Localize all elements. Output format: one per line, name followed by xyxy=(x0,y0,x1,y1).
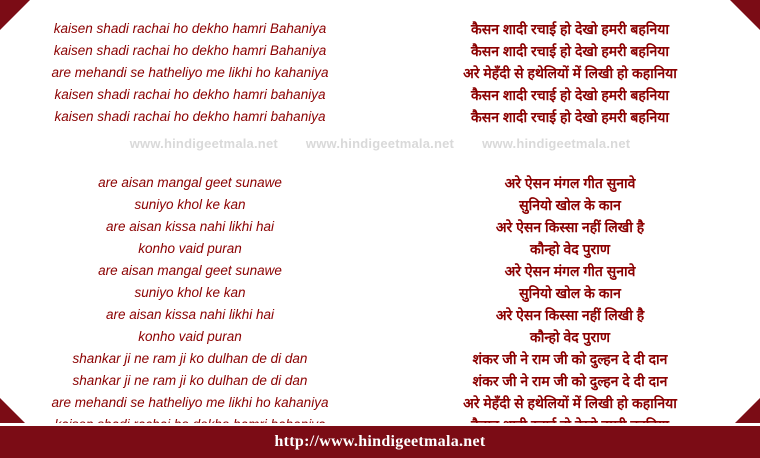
lyrics-line-roman: suniyo khol ke kan xyxy=(134,197,246,212)
lyrics-line-roman: suniyo khol ke kan xyxy=(134,285,246,300)
watermark-text: www.hindigeetmala.net xyxy=(129,136,278,151)
lyrics-line-roman: kaisen shadi rachai ho dekho hamri Bahaniya xyxy=(53,21,327,36)
lyrics-line-roman: konho vaid puran xyxy=(138,329,242,344)
lyrics-spacer xyxy=(0,150,380,172)
lyrics-line-roman: are aisan mangal geet sunawe xyxy=(98,263,282,278)
lyrics-line-devanagari: अरे ऐसन किस्सा नहीं लिखी है xyxy=(495,307,645,323)
lyrics-line-devanagari: अरे ऐसन मंगल गीत सुनावे xyxy=(504,263,636,279)
lyrics-line-devanagari: कैसन शादी रचाई हो देखो हमरी बहनिया xyxy=(471,21,669,37)
lyrics-line-roman: kaisen shadi rachai ho dekho hamri Bahaniya xyxy=(53,43,327,58)
lyrics-line-devanagari: कैसन शादी रचाई हो देखो हमरी बहनिया xyxy=(471,87,669,103)
lyrics-line-devanagari: सुनियो खोल के कान xyxy=(519,197,621,213)
lyrics-line-roman: are aisan kissa nahi likhi hai xyxy=(105,219,275,234)
lyrics-line-devanagari: शंकर जी ने राम जी को दुल्हन दे दी दान xyxy=(472,351,668,367)
lyrics-column-devanagari xyxy=(380,6,760,424)
lyrics-line-devanagari: अरे मेहँदी से हथेलियों में लिखी हो कहानिया xyxy=(463,65,677,81)
lyrics-spacer xyxy=(380,128,760,150)
lyrics-column-roman xyxy=(0,6,380,424)
lyrics-line-roman: are mehandi se hatheliyo me likhi ho kahaniya xyxy=(51,65,329,80)
lyrics-line-roman: are aisan kissa nahi likhi hai xyxy=(105,307,275,322)
lyrics-line-roman: shankar ji ne ram ji ko dulhan de di dan xyxy=(72,351,308,366)
watermark-text: www.hindigeetmala.net xyxy=(305,136,455,151)
corner-decoration-top-right xyxy=(730,0,760,30)
lyrics-line-devanagari: कैसन शादी रचाई हो देखो हमरी बहनिया xyxy=(471,43,669,59)
lyrics-line-devanagari: अरे मेहँदी से हथेलियों में लिखी हो कहानिया xyxy=(463,395,677,411)
lyrics-line-roman: shankar ji ne ram ji ko dulhan de di dan xyxy=(72,373,308,388)
watermark-text: www.hindigeetmala.net xyxy=(482,136,631,151)
lyrics-area xyxy=(0,6,760,424)
lyrics-spacer xyxy=(0,128,380,150)
lyrics-line-roman: kaisen shadi rachai ho dekho hamri bahaniya xyxy=(54,109,326,124)
lyrics-line-devanagari: सुनियो खोल के कान xyxy=(519,285,621,301)
site-url-label[interactable]: http://www.hindigeetmala.net xyxy=(274,433,486,450)
footer-bar xyxy=(0,426,760,458)
lyrics-line-roman: konho vaid puran xyxy=(138,241,242,256)
lyrics-line-devanagari: अरे ऐसन मंगल गीत सुनावे xyxy=(504,175,636,191)
lyrics-line-roman: kaisen shadi rachai ho dekho hamri bahaniya xyxy=(54,87,326,102)
lyrics-line-devanagari: अरे ऐसन किस्सा नहीं लिखी है xyxy=(495,219,645,235)
corner-decoration-top-left xyxy=(0,0,30,30)
lyrics-line-roman: are mehandi se hatheliyo me likhi ho kahaniya xyxy=(51,395,329,410)
lyrics-line-devanagari: शंकर जी ने राम जी को दुल्हन दे दी दान xyxy=(472,373,668,389)
lyrics-line-devanagari: कौन्हो वेद पुराण xyxy=(529,241,611,257)
lyrics-line-roman: are aisan mangal geet sunawe xyxy=(98,175,282,190)
lyrics-spacer xyxy=(380,150,760,172)
lyrics-line-devanagari: कौन्हो वेद पुराण xyxy=(529,329,611,345)
lyrics-line-devanagari: कैसन शादी रचाई हो देखो हमरी बहनिया xyxy=(471,109,669,125)
